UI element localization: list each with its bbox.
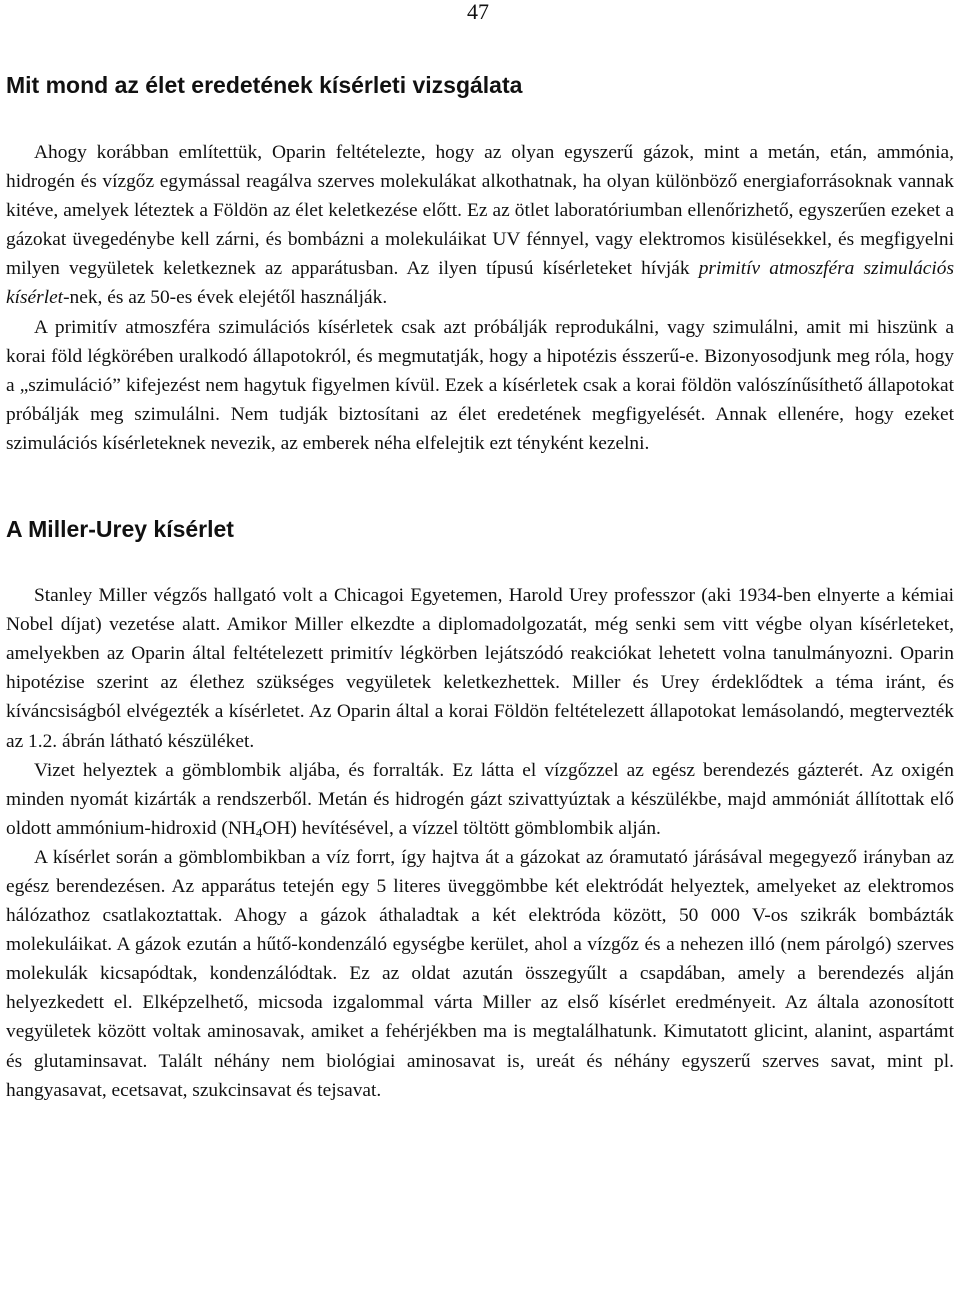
paragraph: Stanley Miller végzős hallgató volt a Chicagoi Egyetemen, Harold Urey professzor (aki 1934-ben elnyerte a kémiai Nobel díjat) vezetése alatt. Amikor Miller elkezdte a diplomadolgozatát, még senki sem vitt végbe olyan kísérleteket, amelyekben az Oparin által feltételezett primitív légkörben lejátszódó reakciókat lehetett volna tanulmányozni. Oparin hipotézise szerint az élethez szükséges vegyületek keletkezhettek. Miller és Urey érdeklődtek a téma iránt, és kíváncsiságból elvégezték a kísérletet. Az Oparin által a korai Földön feltételezett állapotokat lemásolandó, megtervezték az 1.2. ábrán látható készüléket. bbox=[6, 585, 954, 752]
page-content bbox=[6, 64, 954, 1105]
paragraph-text: OH) hevítésével, a vízzel töltött gömblombik alján. bbox=[262, 817, 661, 839]
section-body-experimental-study bbox=[6, 138, 954, 458]
paragraph bbox=[6, 138, 954, 313]
page-number: 47 bbox=[467, 0, 489, 24]
section-heading-miller-urey: A Miller-Urey kísérlet bbox=[6, 516, 234, 543]
subscript: 4 bbox=[255, 824, 263, 840]
paragraph: A primitív atmoszféra szimulációs kísérletek csak azt próbálják reprodukálni, vagy szimulálni, amit mi hiszünk a korai föld légkörében uralkodó állapotokról, és megmutatják, hogy a hipotézis ésszerű-e. Bizonyosodjunk meg róla, hogy a „szimuláció” kifejezést nem hagytuk figyelmen kívül. Ezek a kísérletek csak a korai földön valószínűsíthető állapotokat próbálják meg szimulálni. Nem tudják biztosítani az élet eredetének megfigyelését. Annak ellenére, hogy ezeket szimulációs kísérleteknek nevezik, az emberek néha elfelejtik ezt tényként kezelni. bbox=[6, 316, 954, 454]
paragraph-text: Vizet helyeztek a gömblombik aljába, és forralták. Ez látta el vízgőzzel az egész berendezés gázterét. Az oxigén minden nyomát kizárták a rendszerből. Metán és hidrogén gázt szivattyúztak a készülékbe, majd ammóniát állítottak elő oldott ammónium-hidroxid (NH bbox=[6, 759, 954, 839]
emphasized-term: primitív atmoszféra szimulációs kísérlet bbox=[6, 258, 954, 309]
paragraph: A kísérlet során a gömblombikban a víz forrt, így hajtva át a gázokat az óramutató járásával megegyező irányban az egész berendezésen. Az apparátus tetején egy 5 literes üveggömbbe két elektródát helyeztek, amelyeket az elektromos hálózathoz csatlakoztattak. Ahogy a gázok áthaladtak a két elektróda között, 50 000 V-os szikrák bombázták molekuláikat. A gázok ezután a hűtő-kondenzáló egységbe kerület, ahol a vízgőz és a nehezen illó (nem párolgó) szerves molekulák kicsapódtak, kondenzálódtak. Ez az oldat azután összegyűlt a csapdában, amely a berendezés alján helyezkedett el. Elképzelhető, micsoda izgalommal várta Miller az első kísérlet eredményeit. Az általa azonosított vegyületek között voltak aminosavak, amiket a fehérjékben ma is megtalálhatunk. Kimutatott glicint, alanint, aspartámt és glutaminsavat. Talált néhány nem biológiai aminosavat is, ureát és néhány egyszerű szerves savat, mint pl. hangyasavat, ecetsavat, szukcinsavat és tejsavat. bbox=[6, 846, 954, 1101]
section-body-miller-urey bbox=[6, 581, 954, 1105]
paragraph-text: -nek, és az 50-es évek elejétől használják. bbox=[63, 287, 388, 309]
paragraph bbox=[6, 756, 954, 843]
paragraph-text: Ahogy korábban említettük, Oparin feltételezte, hogy az olyan egyszerű gázok, mint a metán, etán, ammónia, hidrogén és vízgőz egymással reagálva szerves molekulákat alkothatnak, ha olyan különböző energiaforrásoknak vannak kitéve, amelyek léteztek a Földön az élet keletkezése előtt. Ez az ötlet laboratóriumban ellenőrizhető, egyszerűen ezeket a gázokat üvegedénybe kell zárni, és bombázni a molekuláikat UV fénnyel, vagy elektromos kisülésekkel, és megfigyelni milyen vegyületek keletkeznek az apparátusban. Az ilyen típusú kísérleteket hívják bbox=[6, 142, 954, 280]
section-heading-experimental-study: Mit mond az élet eredetének kísérleti vizsgálata bbox=[6, 72, 523, 98]
